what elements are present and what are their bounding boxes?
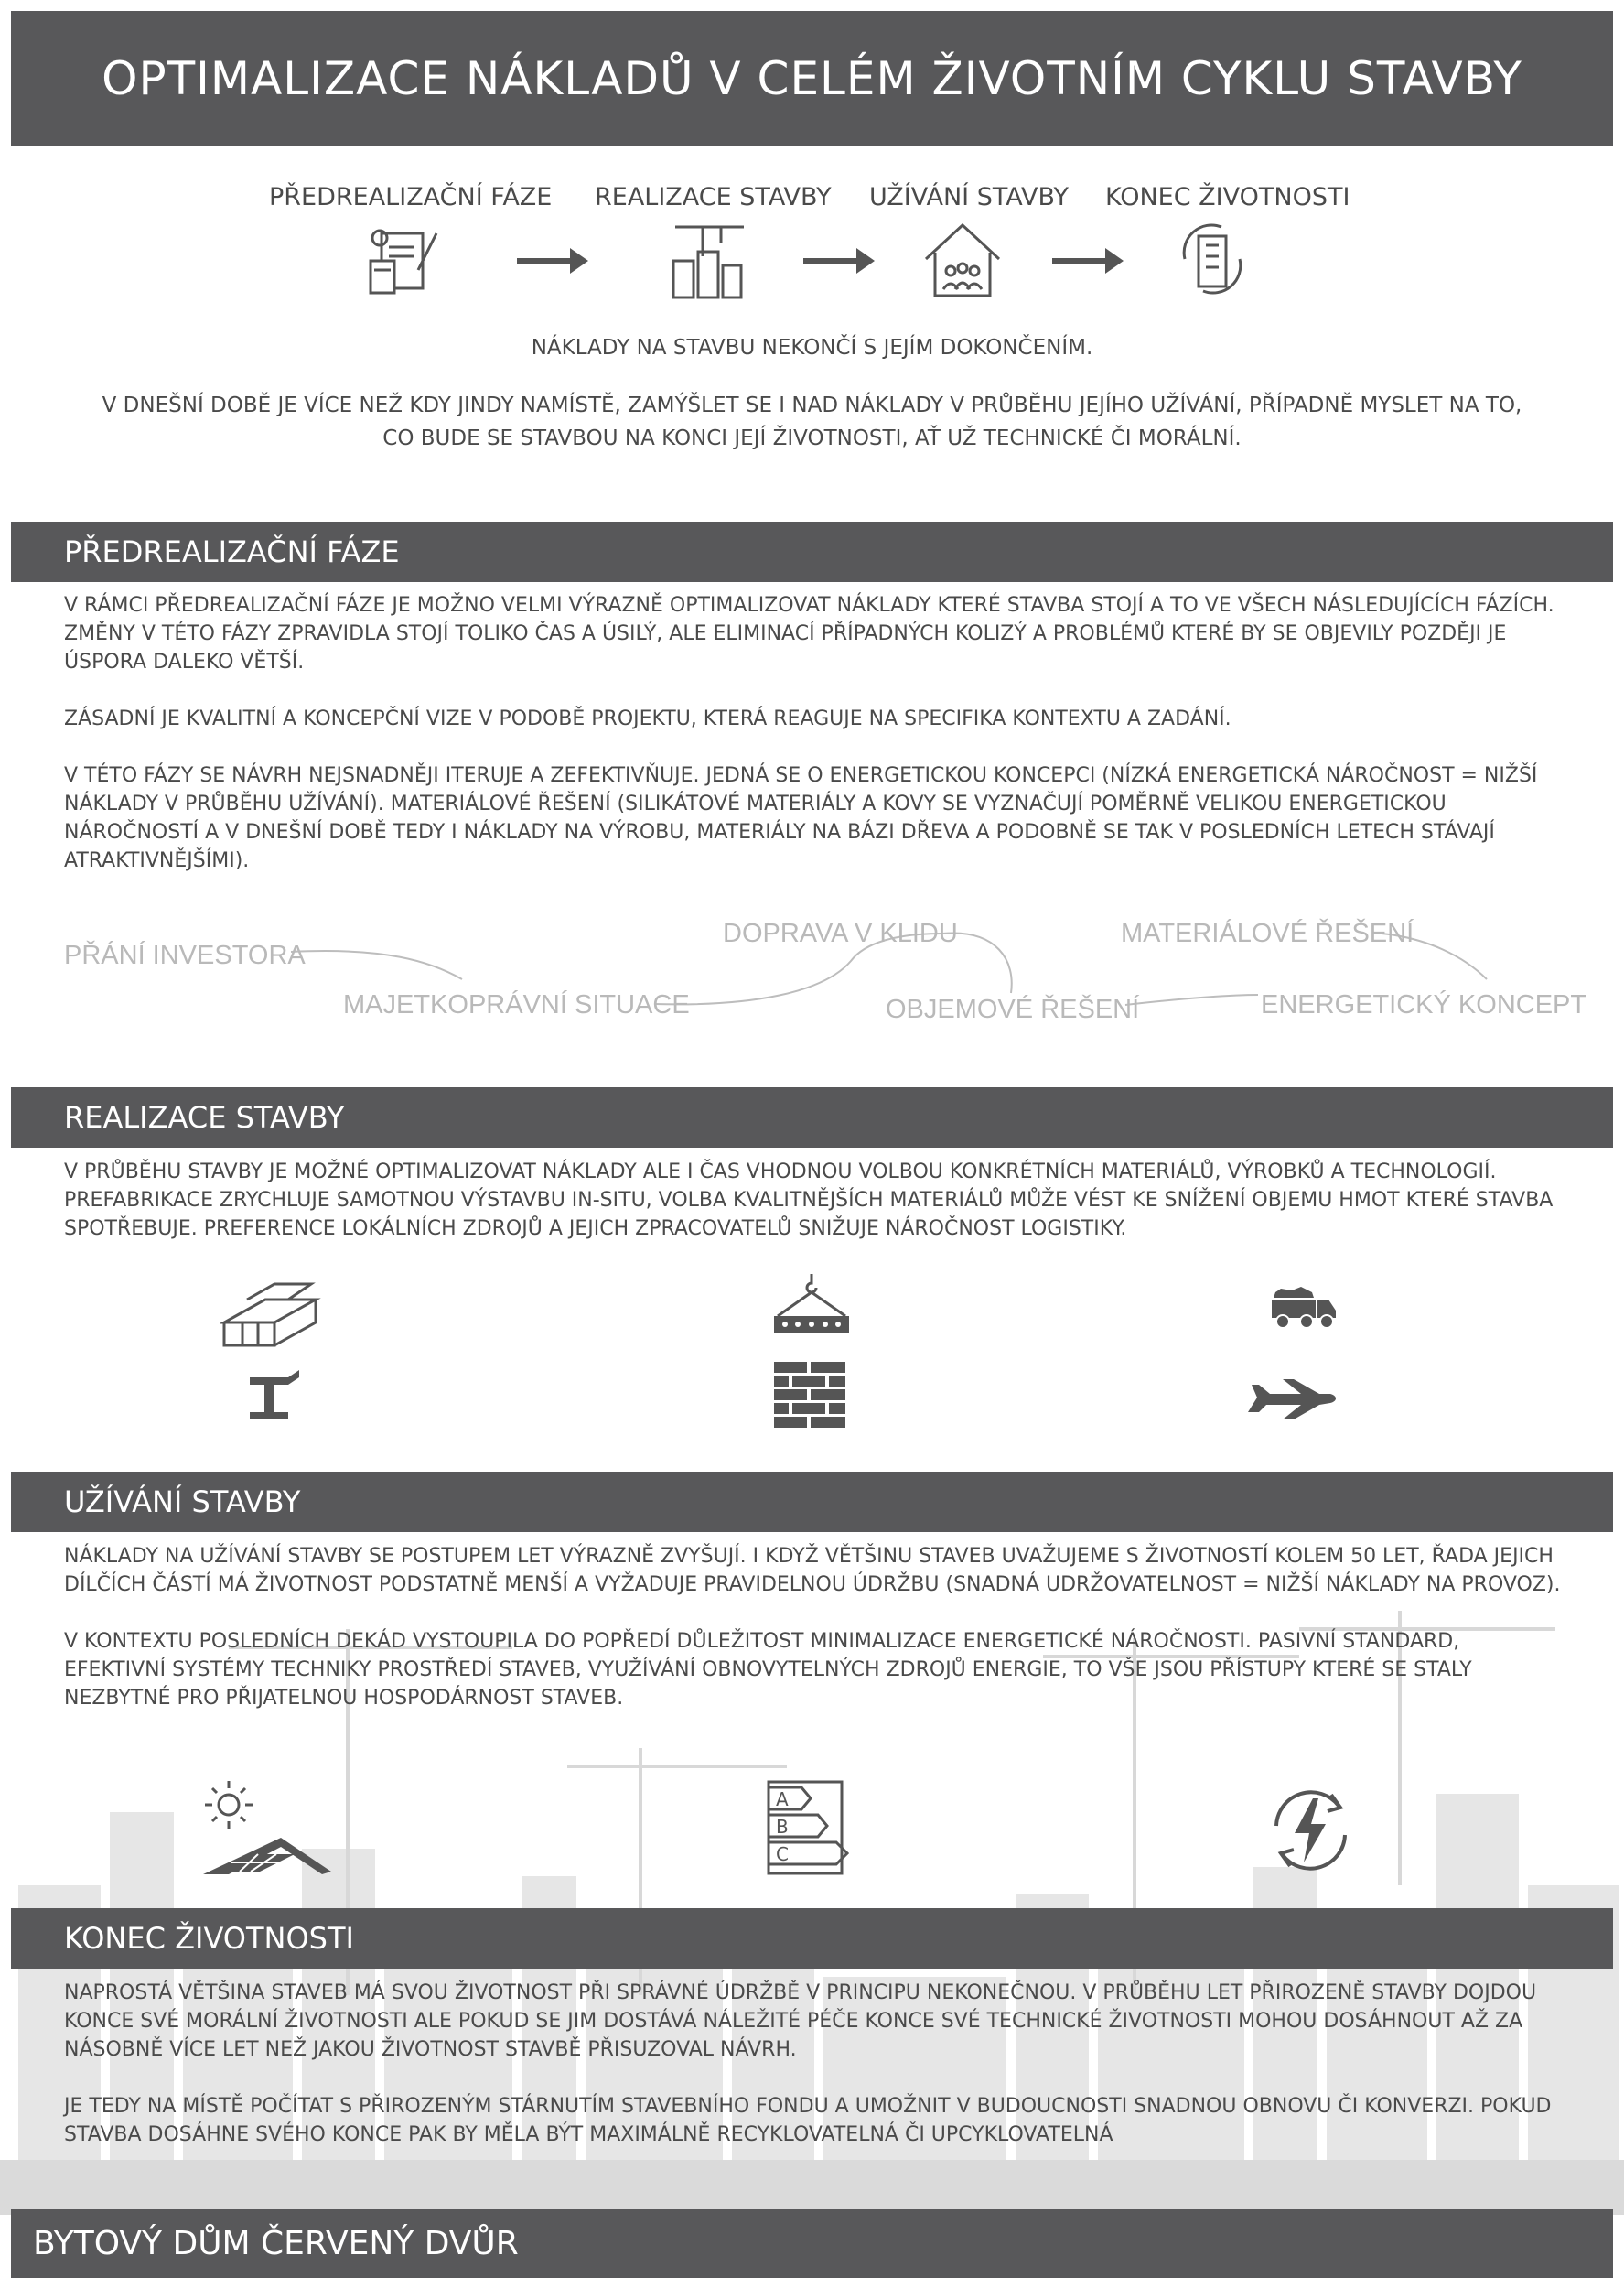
keyword-parking: DOPRAVA V KLIDU: [723, 919, 958, 948]
pre-paragraph-2: ZÁSADNÍ JE KVALITNÍ A KONCEPČNÍ VIZE V PODOBĚ PROJEKTU, KTERÁ REAGUJE NA SPECIFIKA KONTEXTU A ZADÁNÍ.: [64, 707, 1231, 730]
phase-label-end: KONEC ŽIVOTNOSTI: [1105, 183, 1350, 211]
brick-wall-icon: [774, 1362, 845, 1428]
airplane-icon: [1246, 1377, 1338, 1421]
section-body-build: [64, 1158, 1565, 1243]
arrow-right-icon: [1052, 243, 1125, 279]
footer-project-name: BYTOVÝ DŮM ČERVENÝ DVŮR: [11, 2209, 1613, 2278]
keyword-ownership: MAJETKOPRÁVNÍ SITUACE: [343, 990, 690, 1020]
house-people-icon: [921, 218, 1004, 300]
energy-class-a: A: [776, 1788, 789, 1810]
arrow-right-icon: [517, 243, 590, 279]
use-paragraph-1: NÁKLADY NA UŽÍVÁNÍ STAVBY SE POSTUPEM LET VÝRAZNĚ ZVYŠUJÍ. I KDYŽ VĚTŠINU STAVEB UVAŽUJEME S ŽIVOTNOSTÍ KOLEM 50 LET, ŘADA JEJICH DÍLČÍCH ČÁSTÍ MÁ ŽIVOTNOST PODSTATNĚ MENŠÍ A VYŽADUJE PRAVIDELNOU ÚDRŽBU (SNADNÁ UDRŽOVATELNOST = NIŽŠÍ NÁKLADY NA PROVOZ).: [64, 1545, 1561, 1596]
construction-crane-icon: [666, 220, 748, 302]
section-heading-build: REALIZACE STAVBY: [11, 1087, 1613, 1148]
section-heading-pre: PŘEDREALIZAČNÍ FÁZE: [11, 522, 1613, 582]
keyword-material: MATERIÁLOVÉ ŘEŠENÍ: [1121, 919, 1414, 948]
section-body-use: [64, 1542, 1565, 1712]
energy-class-c: C: [776, 1843, 789, 1865]
solar-roof-icon: [194, 1775, 340, 1876]
end-paragraph-1: NAPROSTÁ VĚTŠINA STAVEB MÁ SVOU ŽIVOTNOST PŘI SPRÁVNÉ ÚDRŽBĚ V PRINCIPU NEKONEČNOU. V PRŮBĚHU LET PŘIROZENĚ STAVBY DOJDOU KONCE SVÉ MORÁLNÍ ŽIVOTNOSTI ALE POKUD SE JIM DOSTÁVÁ NÁLEŽITÉ PÉČE KONCE SVÉ TECHNICKÉ ŽIVOTNOSTI MOHOU DOSÁHNOUT AŽ ZA NÁSOBNĚ VÍCE LET NEŽ JAKOU ŽIVOTNOST STAVBĚ PŘISUZOVAL NÁVRH.: [64, 1981, 1537, 2061]
section-heading-use: UŽÍVÁNÍ STAVBY: [11, 1472, 1613, 1532]
phase-label-build: REALIZACE STAVBY: [595, 183, 832, 211]
pre-paragraph-1: V RÁMCI PŘEDREALIZAČNÍ FÁZE JE MOŽNO VELMI VÝRAZNĚ OPTIMALIZOVAT NÁKLADY KTERÉ STAVBA STOJÍ A TO VE VŠECH NÁSLEDUJÍCÍCH FÁZÍCH. ZMĚNY V TÉTO FÁZY ZPRAVIDLA STOJÍ TOLIKO ČAS A ÚSILÝ, ALE ELIMINACÍ PŘÍPADNÝCH KOLIZÝ A PROBLÉMŮ KTERÉ BY SE OBJEVILY POZDĚJI JE ÚSPORA DALEKO VĚTŠÍ.: [64, 594, 1554, 674]
build-paragraph-1: V PRŮBĚHU STAVBY JE MOŽNÉ OPTIMALIZOVAT NÁKLADY ALE I ČAS VHODNOU VOLBOU KONKRÉTNÍCH MATERIÁLŮ, VÝROBKŮ A TECHNOLOGIÍ. PREFABRIKACE ZRYCHLUJE SAMOTNOU VÝSTAVBU IN-SITU, VOLBA KVALITNĚJŠÍCH MATERIÁLŮ MŮŽE VÉST KE SNÍŽENÍ OBJEMU HMOT KTERÉ STAVBA SPOTŘEBUJE. PREFERENCE LOKÁLNÍCH ZDROJŮ A JEJICH ZPRACOVATELŮ SNIŽUJE NÁROČNOST LOGISTIKY.: [64, 1160, 1554, 1240]
keyword-investor: PŘÁNÍ INVESTORA: [64, 941, 306, 970]
dump-truck-icon: [1270, 1285, 1338, 1333]
section-body-pre: [64, 591, 1565, 875]
page-title: OPTIMALIZACE NÁKLADŮ V CELÉM ŽIVOTNÍM CYKLU STAVBY: [11, 11, 1613, 146]
use-paragraph-2: V KONTEXTU POSLEDNÍCH DEKÁD VYSTOUPILA DO POPŘEDÍ DŮLEŽITOST MINIMALIZACE ENERGETICKÉ NÁROČNOSTI. PASIVNÍ STANDARD, EFEKTIVNÍ SYSTÉMY TECHNIKY PROSTŘEDÍ STAVEB, VYUŽÍVÁNÍ OBNOVYTELNÝCH ZDROJŮ ENERGIE, TO VŠE JSOU PŘÍSTUPY KTERÉ SE STALY NEZBYTNÉ PRO PŘIJATELNOU HOSPODÁRNOST STAVEB.: [64, 1630, 1472, 1710]
planning-document-icon: [363, 220, 446, 302]
energy-label-icon: [765, 1780, 866, 1876]
prefab-panel-crane-icon: [769, 1272, 855, 1341]
phase-label-pre: PŘEDREALIZAČNÍ FÁZE: [269, 183, 553, 211]
intro-line2: V DNEŠNÍ DOBĚ JE VÍCE NEŽ KDY JINDY NAMÍSTĚ, ZAMÝŠLET SE I NAD NÁKLADY V PRŮBĚHU JEJÍHO UŽÍVÁNÍ, PŘÍPADNĚ MYSLET NA TO, CO BUDE SE STAVBOU NA KONCI JEJÍ ŽIVOTNOSTI, AŤ UŽ TECHNICKÉ ČI MORÁLNÍ.: [102, 394, 1522, 450]
section-body-end: [64, 1979, 1565, 2149]
intro-line1: NÁKLADY NA STAVBU NEKONČÍ S JEJÍM DOKONČENÍM.: [531, 336, 1093, 360]
phase-label-use: UŽÍVÁNÍ STAVBY: [869, 183, 1069, 211]
steel-beam-icon: [242, 1368, 303, 1430]
keyword-energy: ENERGETICKÝ KONCEPT: [1261, 990, 1587, 1020]
keyword-volume: OBJEMOVÉ ŘEŠENÍ: [886, 995, 1140, 1024]
timber-beams-icon: [220, 1277, 322, 1350]
renewable-energy-icon: [1258, 1780, 1363, 1881]
energy-class-b: B: [776, 1816, 789, 1838]
pre-paragraph-3: V TÉTO FÁZY SE NÁVRH NEJSNADNĚJI ITERUJE A ZEFEKTIVŇUJE. JEDNÁ SE O ENERGETICKOU KONCEPCI (NÍZKÁ ENERGETICKÁ NÁROČNOST = NIŽŠÍ NÁKLADY V PRŮBĚHU UŽÍVÁNÍ). MATERIÁLOVÉ ŘEŠENÍ (SILIKÁTOVÉ MATERIÁLY A KOVY SE VYZNAČUJÍ POMĚRNĚ VELIKOU ENERGETICKOU NÁROČNOSTÍ A V DNEŠNÍ DOBĚ TEDY I NÁKLADY NA VÝROBU, MATERIÁLY NA BÁZI DŘEVA A PODOBNĚ SE TAK V POSLEDNÍCH LETECH STÁVAJÍ ATRAKTIVNĚJŠÍMI).: [64, 764, 1538, 872]
section-heading-end: KONEC ŽIVOTNOSTI: [11, 1908, 1613, 1969]
arrow-right-icon: [803, 243, 877, 279]
building-recycle-icon: [1171, 218, 1253, 300]
end-paragraph-2: JE TEDY NA MÍSTĚ POČÍTAT S PŘIROZENÝM STÁRNUTÍM STAVEBNÍHO FONDU A UMOŽNIT V BUDOUCNOSTI SNADNOU OBNOVU ČI KONVERZI. POKUD STAVBA DOSÁHNE SVÉHO KONCE PAK BY MĚLA BÝT MAXIMÁLNĚ RECYKLOVATELNÁ ČI UPCYKLOVATELNÁ: [64, 2095, 1552, 2146]
